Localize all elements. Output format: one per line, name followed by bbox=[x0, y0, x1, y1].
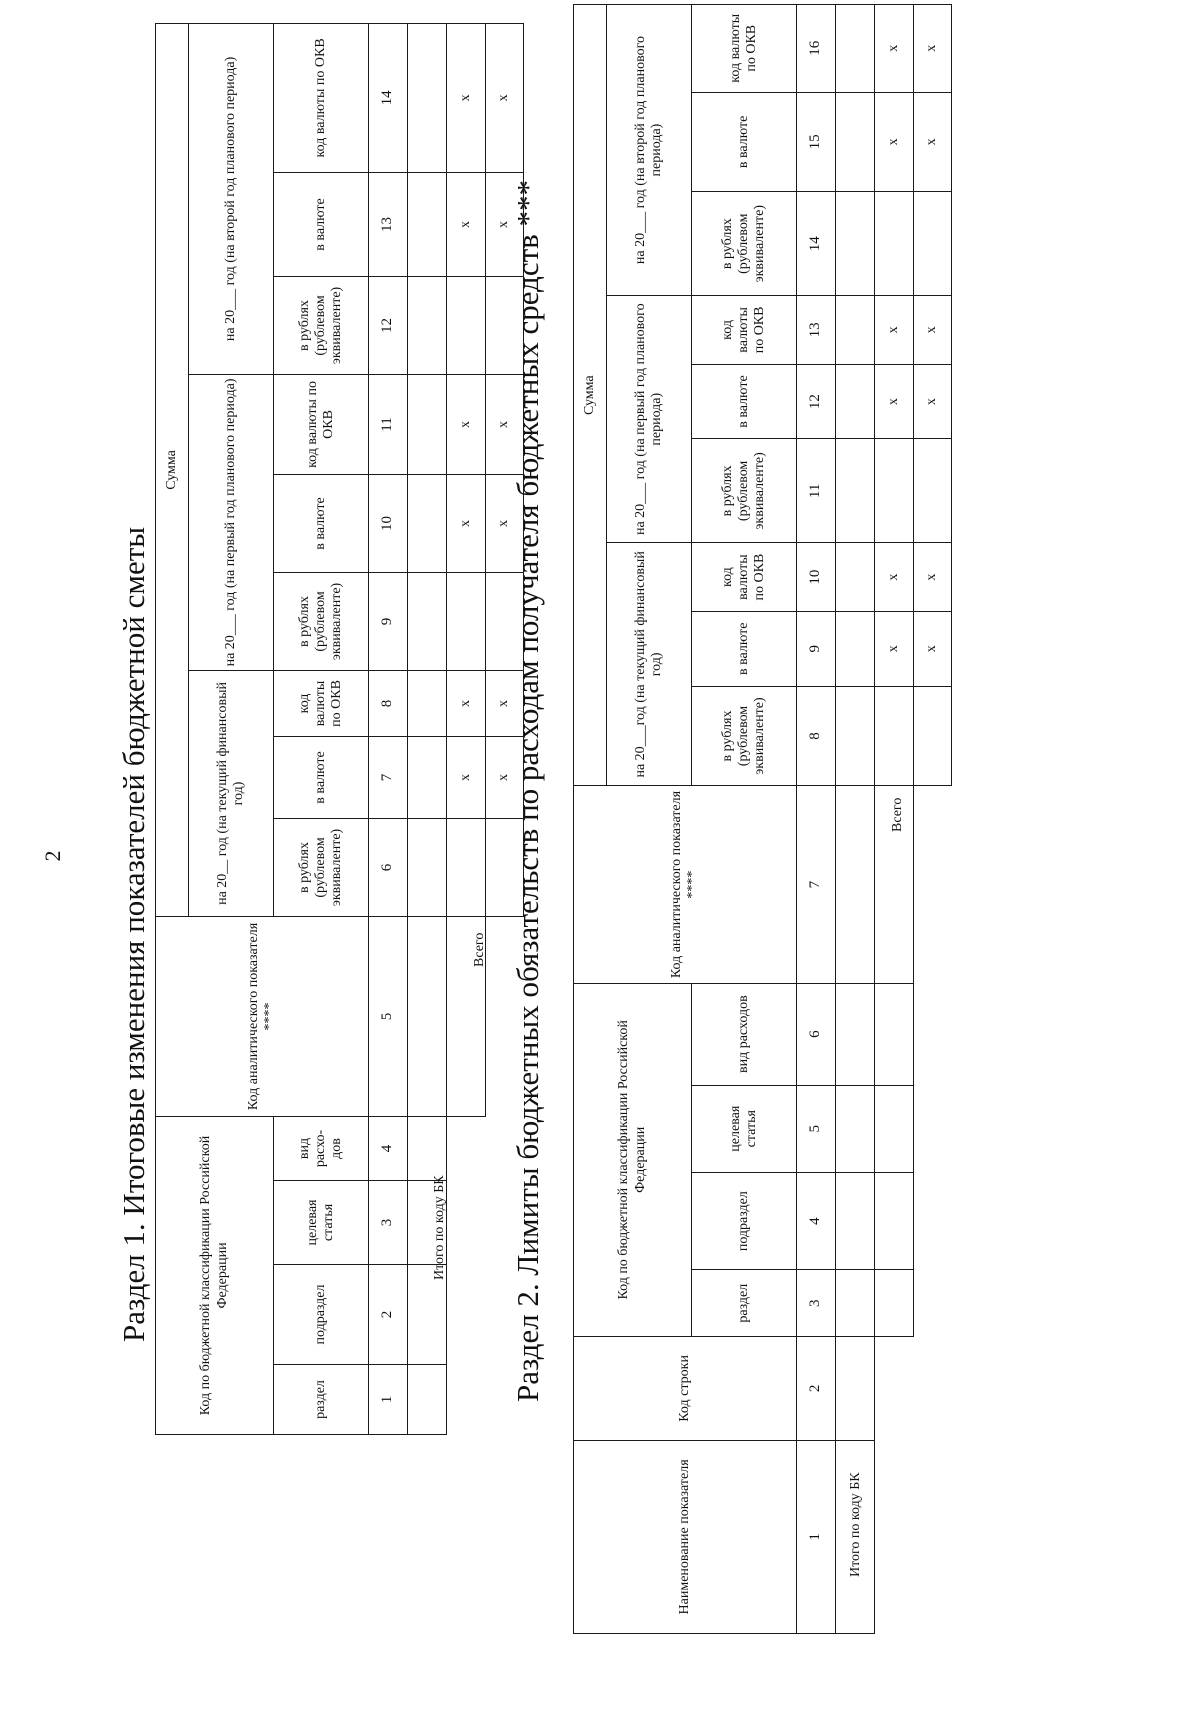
s2-itogo-cell[interactable] bbox=[875, 686, 914, 786]
s1-colnum: 11 bbox=[369, 374, 408, 474]
s2-colnum: 1 bbox=[797, 1440, 836, 1633]
s2-data-cell[interactable] bbox=[836, 1172, 875, 1270]
s2-hdr-summa: Сумма bbox=[574, 5, 607, 786]
s1-x: х bbox=[485, 23, 524, 172]
s1-data-cell[interactable] bbox=[408, 374, 447, 474]
s2-colnum: 10 bbox=[797, 543, 836, 612]
s1-okv-2: код валюты по ОКВ bbox=[274, 374, 369, 474]
s1-data-cell[interactable] bbox=[408, 670, 447, 736]
s1-hdr-razdel: раздел bbox=[274, 1365, 369, 1435]
page-number: 2 bbox=[40, 850, 65, 862]
s1-data-cell[interactable] bbox=[408, 474, 447, 572]
s1-rub-3: в рублях (рублевом эквиваленте) bbox=[274, 276, 369, 374]
s2-colnum: 5 bbox=[797, 1085, 836, 1172]
s1-x: х bbox=[485, 474, 524, 572]
s2-itogo-cell[interactable] bbox=[875, 983, 914, 1085]
s2-colnum: 3 bbox=[797, 1270, 836, 1336]
s2-hdr-podrazdel: подраздел bbox=[692, 1172, 797, 1270]
s1-okv-1: код валюты по ОКВ bbox=[274, 670, 369, 736]
s2-vsego-cell[interactable] bbox=[913, 439, 952, 543]
s2-x: х bbox=[875, 92, 914, 192]
s2-data-cell[interactable] bbox=[836, 5, 875, 93]
s1-vsego-label: Всего bbox=[472, 932, 487, 967]
s1-okv-3: код валюты по ОКВ bbox=[274, 23, 369, 172]
s2-okv-1: код валюты по ОКВ bbox=[692, 543, 797, 612]
s2-x: х bbox=[875, 364, 914, 439]
s2-itogo-label: Итого по коду БК bbox=[848, 1472, 863, 1577]
s1-data-cell[interactable] bbox=[408, 1365, 447, 1435]
s1-data-cell[interactable] bbox=[408, 172, 447, 276]
s1-x: х bbox=[447, 172, 486, 276]
s2-x: х bbox=[913, 543, 952, 612]
s2-hdr-analytic: Код аналитического показателя **** bbox=[574, 786, 797, 983]
s1-year2: на 20___ год (на первый год планового периода) bbox=[189, 374, 274, 670]
s2-colnum: 2 bbox=[797, 1336, 836, 1440]
section1-table bbox=[155, 23, 524, 1435]
s1-val-2: в валюте bbox=[274, 474, 369, 572]
s2-itogo-cell[interactable] bbox=[875, 439, 914, 543]
s2-hdr-name: Наименование показателя bbox=[574, 1440, 797, 1633]
s1-hdr-podrazdel: подраздел bbox=[274, 1265, 369, 1365]
s2-hdr-tselevaya: целевая статья bbox=[692, 1085, 797, 1172]
s2-okv-2: код валюты по ОКВ bbox=[692, 296, 797, 365]
s2-colnum: 12 bbox=[797, 364, 836, 439]
s2-hdr-razdel: раздел bbox=[692, 1270, 797, 1336]
s2-year2: на 20___ год (на первый год планового периода) bbox=[607, 296, 692, 543]
s2-colnum: 9 bbox=[797, 611, 836, 686]
s1-itogo-cell[interactable] bbox=[447, 818, 486, 916]
s2-colnum: 4 bbox=[797, 1172, 836, 1270]
s1-year3: на 20___ год (на второй год планового периода) bbox=[189, 23, 274, 374]
s2-val-1: в валюте bbox=[692, 611, 797, 686]
s2-data-cell[interactable] bbox=[836, 983, 875, 1085]
s1-colnum: 8 bbox=[369, 670, 408, 736]
s1-rub-2: в рублях (рублевом эквиваленте) bbox=[274, 572, 369, 670]
s2-x: х bbox=[875, 296, 914, 365]
s2-itogo-cell[interactable] bbox=[875, 1270, 914, 1336]
s1-colnum: 12 bbox=[369, 276, 408, 374]
s1-val-1: в валюте bbox=[274, 736, 369, 818]
s2-rub-3: в рублях (рублевом эквиваленте) bbox=[692, 192, 797, 296]
s2-data-cell[interactable] bbox=[836, 543, 875, 612]
s2-x: х bbox=[913, 5, 952, 93]
s2-x: х bbox=[913, 92, 952, 192]
s1-x: х bbox=[485, 736, 524, 818]
s1-colnum: 14 bbox=[369, 23, 408, 172]
s1-data-cell[interactable] bbox=[408, 818, 447, 916]
s1-itogo-cell[interactable] bbox=[447, 572, 486, 670]
s2-year3: на 20___ год (на второй год планового периода) bbox=[607, 5, 692, 296]
s2-data-cell[interactable] bbox=[836, 296, 875, 365]
s2-val-2: в валюте bbox=[692, 364, 797, 439]
s2-colnum: 15 bbox=[797, 92, 836, 192]
s2-rub-2: в рублях (рублевом эквиваленте) bbox=[692, 439, 797, 543]
s2-year1: на 20___год (на текущий финансовый год) bbox=[607, 543, 692, 786]
s2-data-cell[interactable] bbox=[836, 92, 875, 192]
s1-x: х bbox=[447, 23, 486, 172]
s1-itogo-label: Итого по коду БК bbox=[432, 1175, 447, 1280]
s1-hdr-bk: Код по бюджетной классификации Российской Федерации bbox=[156, 1116, 274, 1434]
s2-itogo-cell[interactable] bbox=[875, 1172, 914, 1270]
s2-x: х bbox=[875, 611, 914, 686]
s2-vsego-cell[interactable] bbox=[913, 192, 952, 296]
s2-colnum: 7 bbox=[797, 786, 836, 983]
s2-x: х bbox=[875, 543, 914, 612]
s1-colnum: 9 bbox=[369, 572, 408, 670]
s2-data-cell[interactable] bbox=[836, 1336, 875, 1440]
s2-colnum: 8 bbox=[797, 686, 836, 786]
s2-val-3: в валюте bbox=[692, 92, 797, 192]
s1-x: х bbox=[485, 172, 524, 276]
s2-data-cell[interactable] bbox=[836, 786, 875, 983]
s2-vsego-cell[interactable] bbox=[913, 686, 952, 786]
section1-title: Раздел 1. Итоговые изменения показателей бюджетной сметы bbox=[116, 526, 151, 1342]
s2-vsego-label: Всего bbox=[890, 797, 905, 832]
s2-x: х bbox=[913, 611, 952, 686]
s1-val-3: в валюте bbox=[274, 172, 369, 276]
s2-data-cell[interactable] bbox=[836, 611, 875, 686]
section2-title: Раздел 2. Лимиты бюджетных обязательств по расходам получателя бюджетных средств *** bbox=[510, 179, 545, 1402]
s1-hdr-analytic: Код аналитического показателя **** bbox=[156, 916, 369, 1116]
s1-x: х bbox=[485, 374, 524, 474]
s2-data-cell[interactable] bbox=[836, 1270, 875, 1336]
s2-data-cell[interactable] bbox=[836, 439, 875, 543]
s2-colnum: 16 bbox=[797, 5, 836, 93]
s1-colnum: 1 bbox=[369, 1365, 408, 1435]
s1-colnum: 13 bbox=[369, 172, 408, 276]
s2-x: х bbox=[913, 296, 952, 365]
s1-x: х bbox=[447, 736, 486, 818]
s2-itogo-cell[interactable] bbox=[875, 192, 914, 296]
s1-x: х bbox=[447, 474, 486, 572]
s2-colnum: 6 bbox=[797, 983, 836, 1085]
s1-year1: на 20__ год (на текущий финансовый год) bbox=[189, 670, 274, 916]
s1-x: х bbox=[447, 374, 486, 474]
s1-x: х bbox=[447, 670, 486, 736]
s2-colnum: 14 bbox=[797, 192, 836, 296]
s2-data-cell[interactable] bbox=[836, 192, 875, 296]
s2-rub-1: в рублях (рублевом эквиваленте) bbox=[692, 686, 797, 786]
s2-x: х bbox=[913, 364, 952, 439]
s2-colnum: 11 bbox=[797, 439, 836, 543]
s1-data-cell[interactable] bbox=[408, 572, 447, 670]
s1-hdr-tselevaya: целевая статья bbox=[274, 1181, 369, 1265]
s1-data-cell[interactable] bbox=[408, 916, 447, 1116]
s1-data-cell[interactable] bbox=[408, 23, 447, 172]
s2-itogo-cell[interactable] bbox=[875, 1085, 914, 1172]
s1-data-cell[interactable] bbox=[408, 736, 447, 818]
s2-hdr-kod-stroki: Код строки bbox=[574, 1336, 797, 1440]
s1-rub-1: в рублях (рублевом эквиваленте) bbox=[274, 818, 369, 916]
s2-data-cell[interactable] bbox=[836, 686, 875, 786]
s1-data-cell[interactable] bbox=[408, 1116, 447, 1180]
s2-hdr-bk: Код по бюджетной классификации Российской Федерации bbox=[574, 983, 692, 1336]
s2-x: х bbox=[875, 5, 914, 93]
s2-data-cell[interactable] bbox=[836, 1085, 875, 1172]
s1-x: х bbox=[485, 670, 524, 736]
s1-colnum: 5 bbox=[369, 916, 408, 1116]
s2-data-cell[interactable] bbox=[836, 364, 875, 439]
s1-colnum: 4 bbox=[369, 1116, 408, 1180]
s1-colnum: 2 bbox=[369, 1265, 408, 1365]
s1-data-cell[interactable] bbox=[408, 276, 447, 374]
s2-okv-3: код валюты по ОКВ bbox=[692, 5, 797, 93]
s1-colnum: 6 bbox=[369, 818, 408, 916]
s1-hdr-vid: вид расхо-дов bbox=[274, 1116, 369, 1180]
s1-itogo-cell[interactable] bbox=[447, 276, 486, 374]
s2-hdr-vid: вид расходов bbox=[692, 983, 797, 1085]
s1-colnum: 3 bbox=[369, 1181, 408, 1265]
s2-colnum: 13 bbox=[797, 296, 836, 365]
s1-hdr-summa: Сумма bbox=[156, 23, 189, 916]
s1-colnum: 10 bbox=[369, 474, 408, 572]
s1-colnum: 7 bbox=[369, 736, 408, 818]
